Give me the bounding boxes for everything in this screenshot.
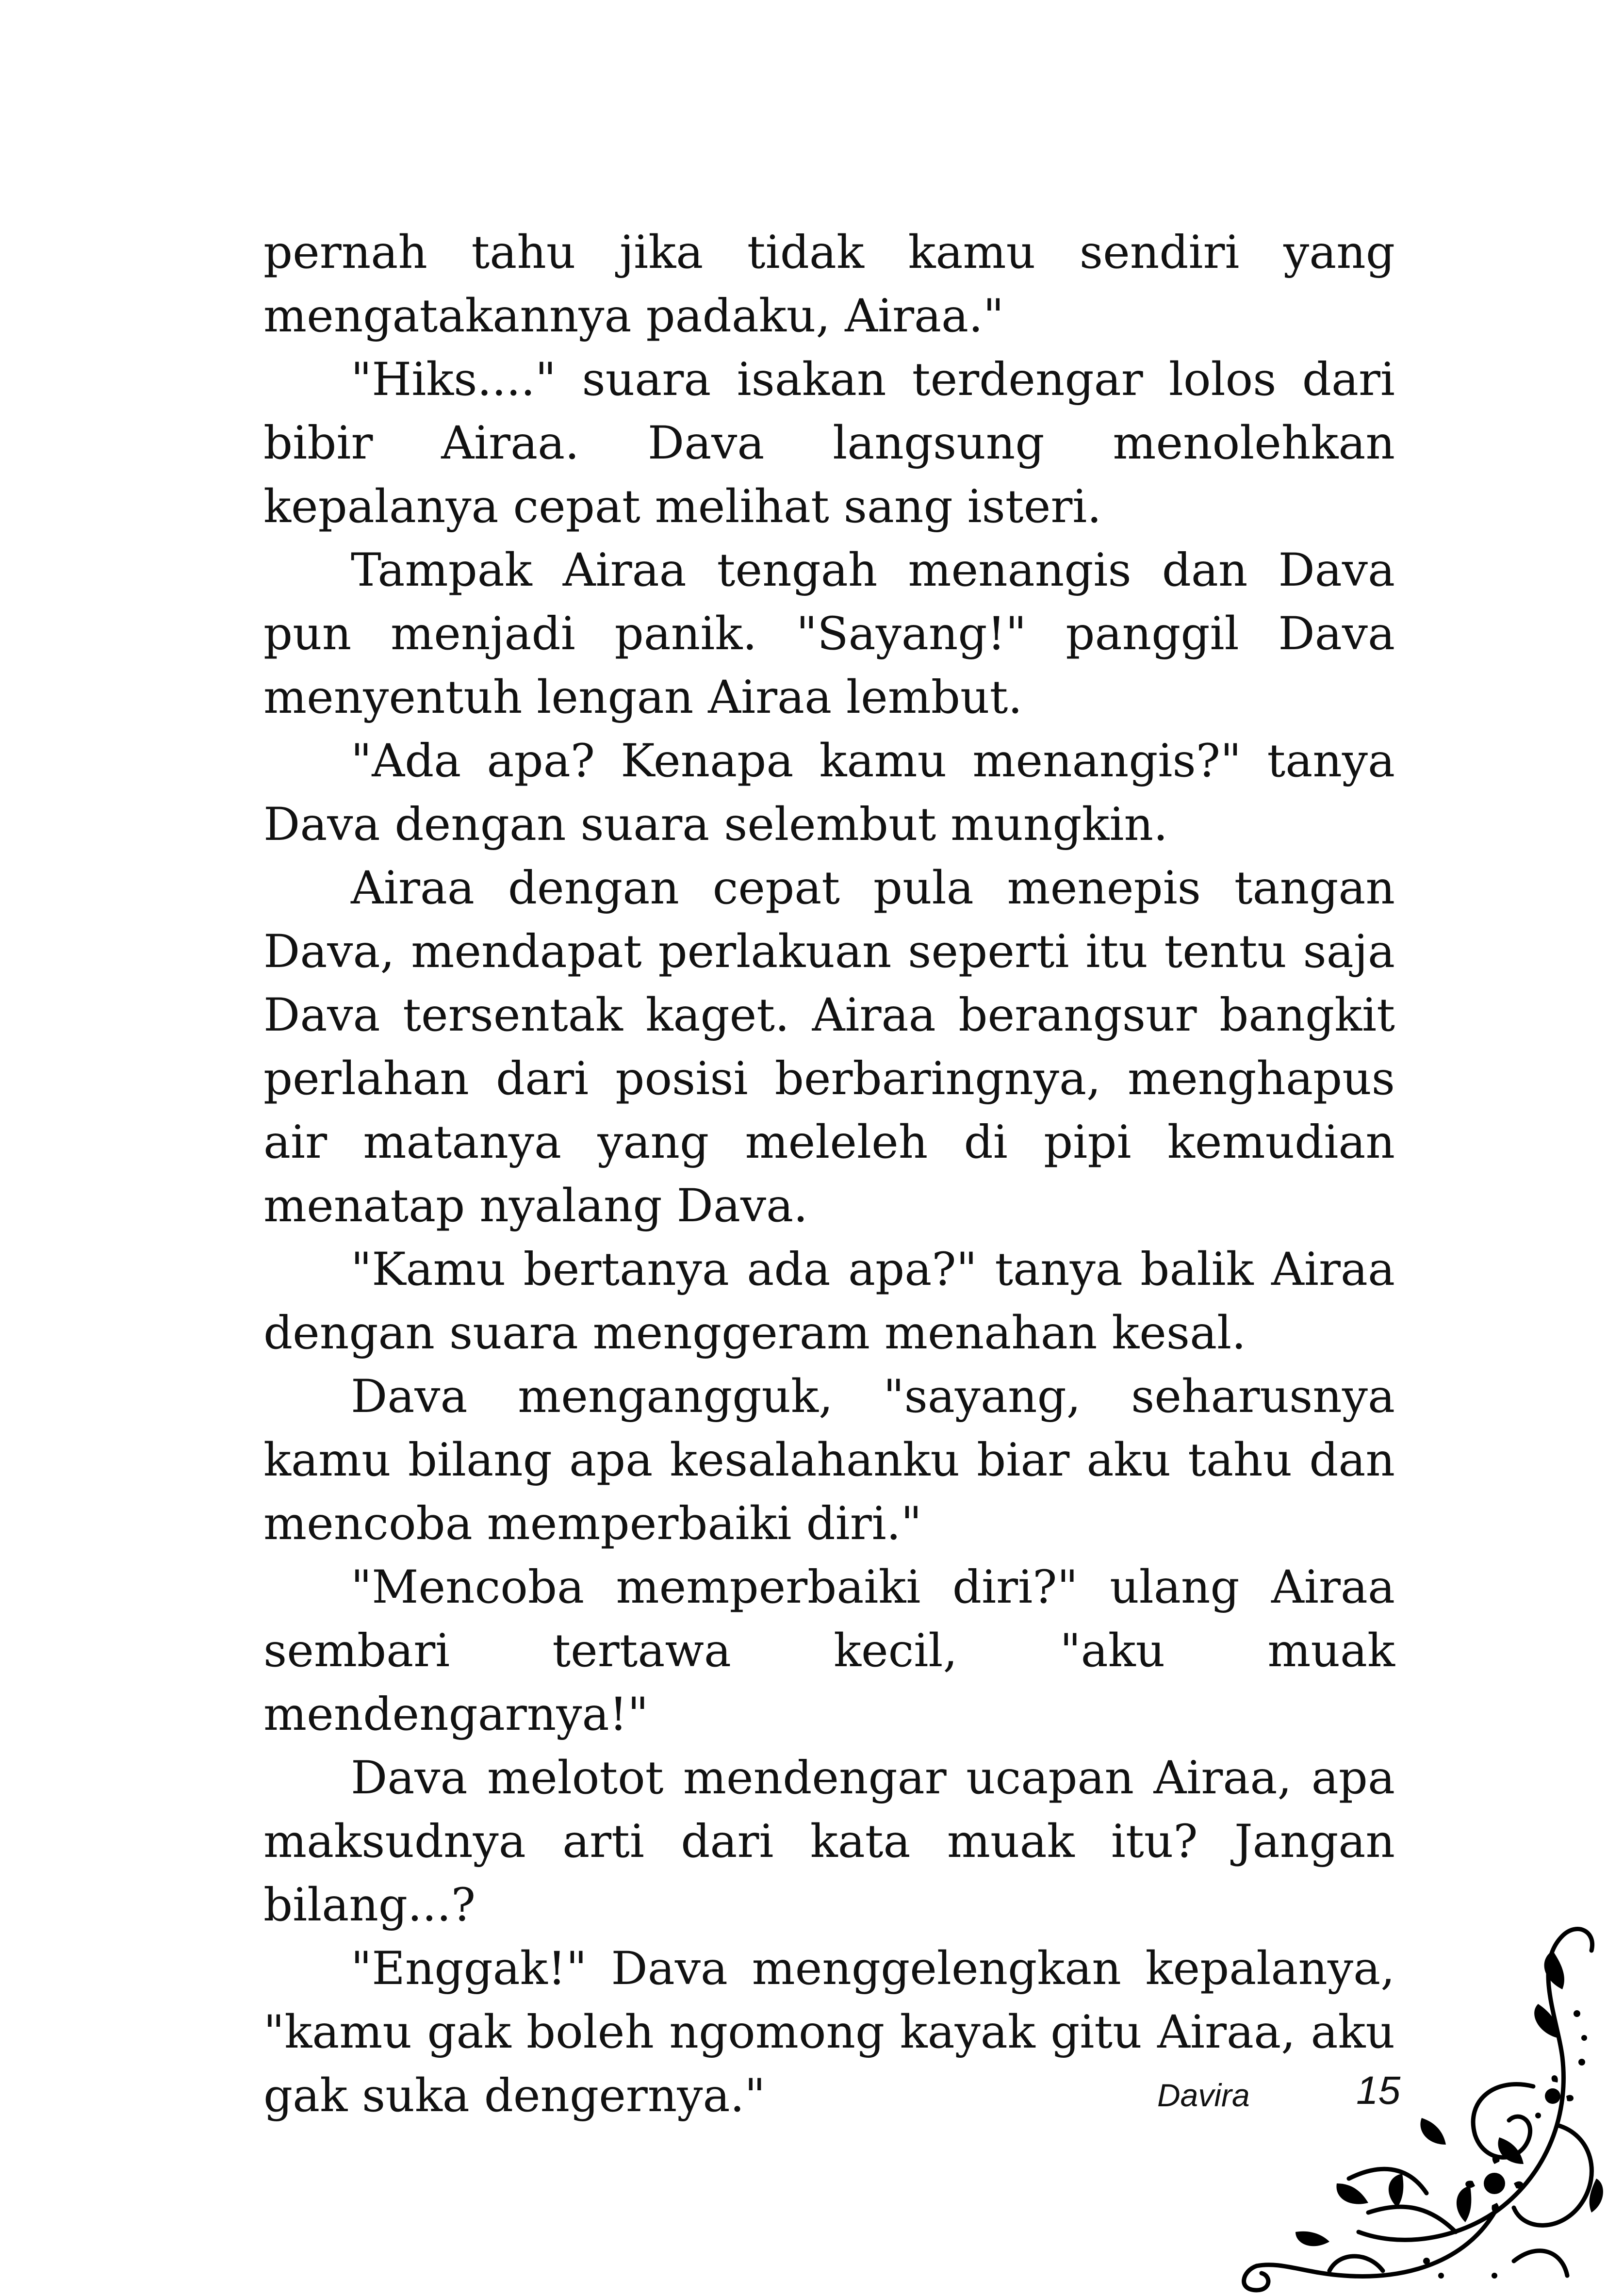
- paragraph-2: "Hiks...." suara isakan terdengar lolos dari bibir Airaa. Dava langsung menolehkan kepalanya cepat melihat sang isteri.: [263, 353, 1395, 533]
- floral-swirl-icon: [1223, 1892, 1607, 2296]
- paragraph-10: "Enggak!" Dava menggelengkan kepalanya, "kamu gak boleh ngomong kayak gitu Airaa, aku gak suka dengernya.": [263, 1942, 1395, 2122]
- paragraph-6: "Kamu bertanya ada apa?" tanya balik Airaa dengan suara menggeram menahan kesal.: [263, 1243, 1395, 1360]
- paragraph-3: Tampak Airaa tengah menangis dan Dava pun menjadi panik. "Sayang!" panggil Dava menyentuh lengan Airaa lembut.: [263, 544, 1395, 724]
- running-footer-title: Davira: [1157, 2077, 1250, 2113]
- body-text: [263, 221, 1395, 2128]
- paragraph-5: Airaa dengan cepat pula menepis tangan Dava, mendapat perlakuan seperti itu tentu saja Dava tersentak kaget. Airaa berangsur bangkit perlahan dari posisi berbaringnya, menghapus air matanya yang meleleh di pipi kemudian menatap nyalang Dava.: [263, 862, 1395, 1232]
- paragraph-8: "Mencoba memperbaiki diri?" ulang Airaa sembari tertawa kecil, "aku muak mendengarnya!": [263, 1561, 1395, 1741]
- paragraph-4: "Ada apa? Kenapa kamu menangis?" tanya Dava dengan suara selembut mungkin.: [263, 735, 1395, 851]
- page-number: 15: [1356, 2068, 1401, 2113]
- paragraph-1: pernah tahu jika tidak kamu sendiri yang mengatakannya padaku, Airaa.": [263, 226, 1395, 343]
- paragraph-7: Dava mengangguk, "sayang, seharusnya kamu bilang apa kesalahanku biar aku tahu dan mencoba memperbaiki diri.": [263, 1370, 1395, 1550]
- paragraph-9: Dava melotot mendengar ucapan Airaa, apa maksudnya arti dari kata muak itu? Jangan bilang...?: [263, 1752, 1395, 1932]
